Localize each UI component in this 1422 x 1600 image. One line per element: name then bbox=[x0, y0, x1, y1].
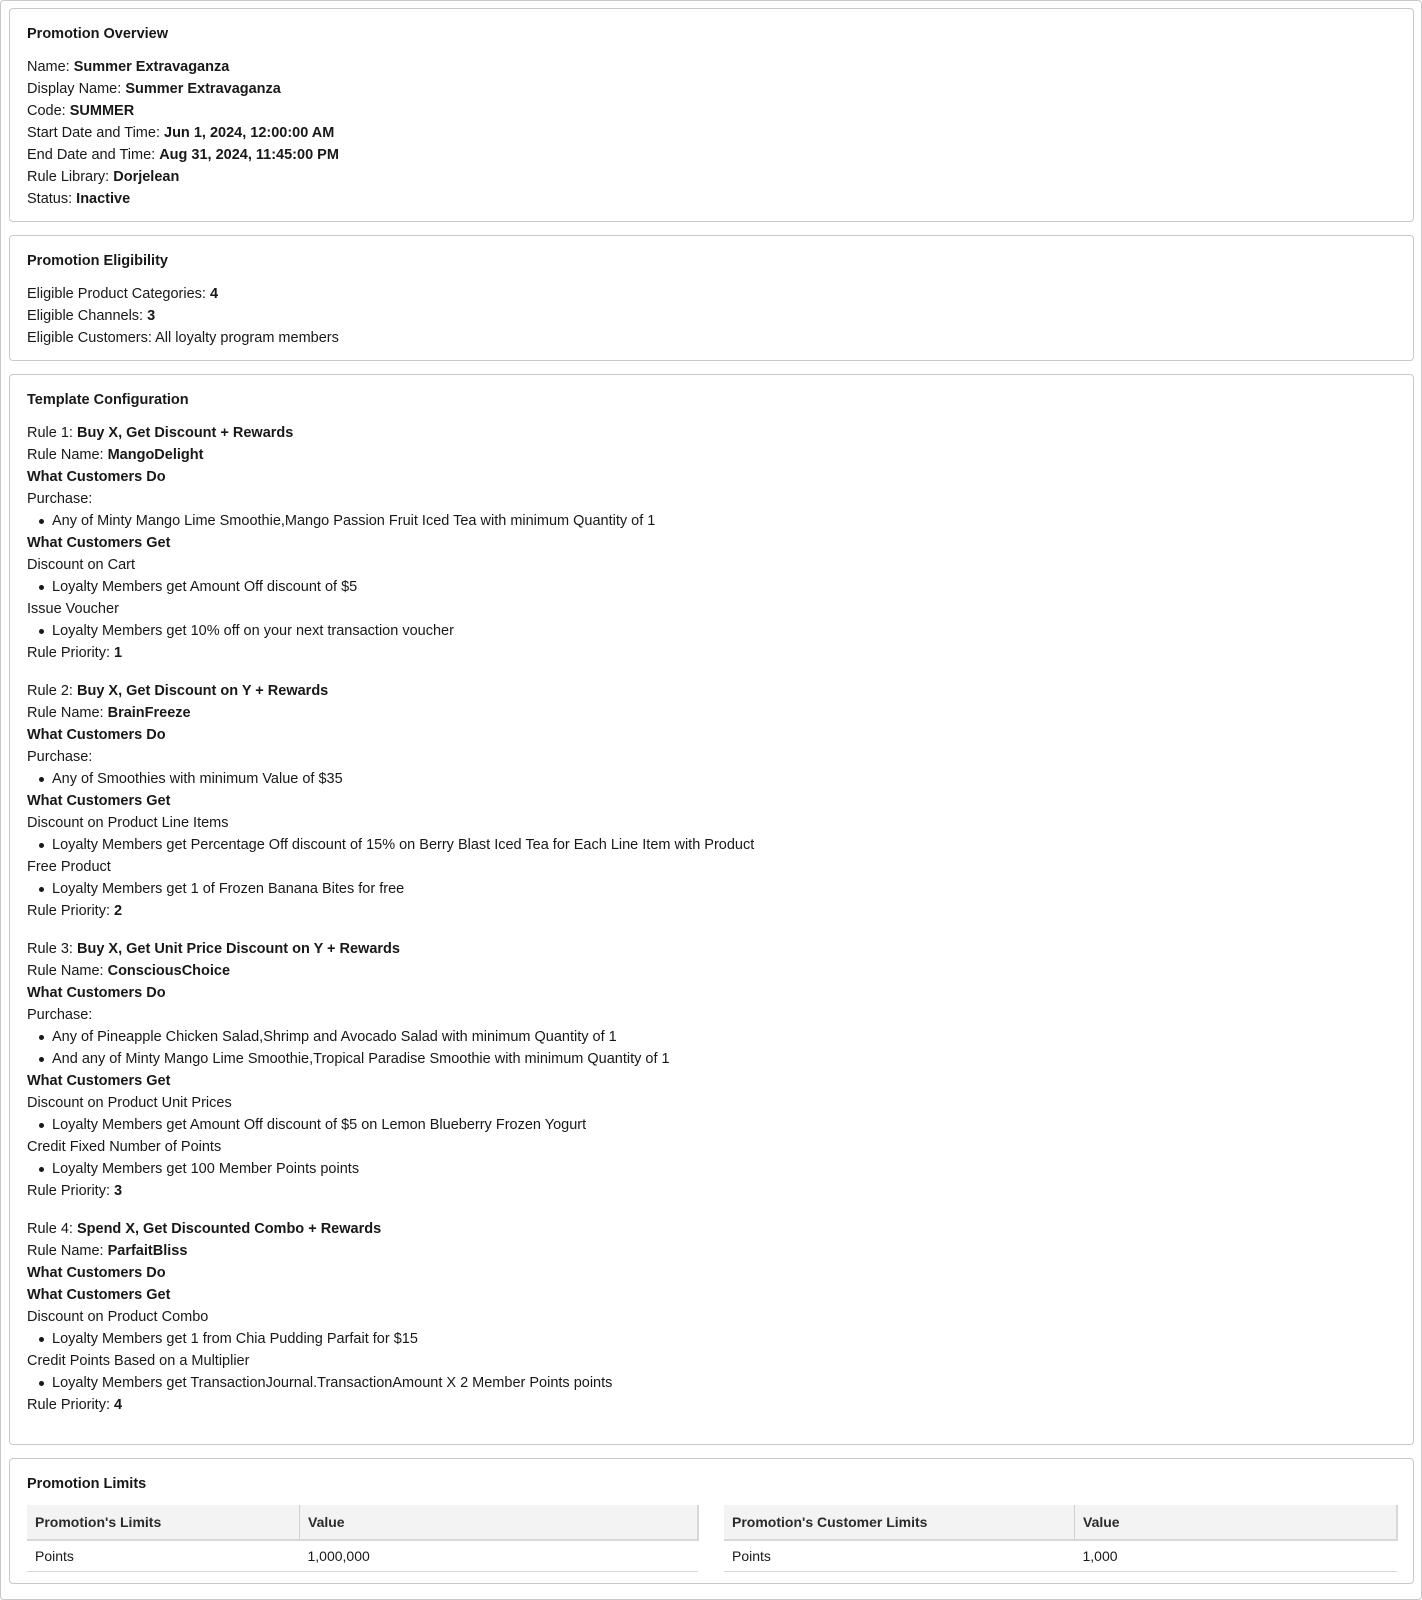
section-title: Template Configuration bbox=[27, 392, 189, 408]
what-customers-get-heading: What Customers Get bbox=[27, 793, 171, 809]
promotion-limits-table bbox=[27, 1505, 699, 1572]
list-item: Loyalty Members get Amount Off discount of $5 bbox=[27, 576, 1396, 598]
what-customers-get-heading: What Customers Get bbox=[27, 1287, 171, 1303]
rule-priority-label: Rule Priority: bbox=[27, 903, 115, 919]
list-item: Loyalty Members get Percentage Off discount of 15% on Berry Blast Iced Tea for Each Line Item with Product bbox=[27, 834, 1396, 856]
overview-field bbox=[27, 78, 1396, 100]
what-customers-do-heading: What Customers Do bbox=[27, 985, 166, 1001]
column-header: Promotion's Customer Limits bbox=[724, 1505, 1075, 1540]
rule-label: Rule 1: bbox=[27, 425, 77, 441]
list-item: Loyalty Members get Amount Off discount of $5 on Lemon Blueberry Frozen Yogurt bbox=[27, 1114, 1396, 1136]
overview-field bbox=[27, 144, 1396, 166]
rule-block bbox=[27, 938, 1396, 1202]
overview-field bbox=[27, 56, 1396, 78]
rule-priority-label: Rule Priority: bbox=[27, 645, 115, 661]
reward-title: Credit Fixed Number of Points bbox=[27, 1139, 222, 1155]
list-item: Loyalty Members get TransactionJournal.TransactionAmount X 2 Member Points points bbox=[27, 1372, 1396, 1394]
rule-name bbox=[27, 960, 1396, 982]
field-label: Eligible Customers: bbox=[27, 330, 156, 346]
promotion-limits-card bbox=[9, 1458, 1414, 1584]
rule-priority bbox=[27, 642, 1396, 664]
reward-list bbox=[27, 1372, 1396, 1394]
field-value: Summer Extravaganza bbox=[125, 81, 281, 97]
rule-block bbox=[27, 680, 1396, 922]
table-cell: 1,000,000 bbox=[300, 1540, 699, 1572]
field-label: Status: bbox=[27, 191, 77, 207]
reward-title: Discount on Product Unit Prices bbox=[27, 1095, 232, 1111]
reward-list bbox=[27, 576, 1396, 598]
field-value: 4 bbox=[209, 286, 219, 302]
table-row bbox=[27, 1540, 698, 1572]
overview-field bbox=[27, 188, 1396, 210]
list-item: Loyalty Members get 10% off on your next transaction voucher bbox=[27, 620, 1396, 642]
template-configuration-card bbox=[9, 374, 1414, 1445]
eligible-channels bbox=[27, 305, 1396, 327]
field-label: Name: bbox=[27, 59, 74, 75]
table-row bbox=[724, 1540, 1397, 1572]
field-value: All loyalty program members bbox=[155, 330, 339, 346]
field-label: Eligible Channels: bbox=[27, 308, 148, 324]
field-value: 3 bbox=[147, 308, 156, 324]
rule-name-value: BrainFreeze bbox=[107, 705, 191, 721]
table-cell: Points bbox=[27, 1540, 300, 1572]
reward-title: Discount on Product Combo bbox=[27, 1309, 209, 1325]
rule-name-value: ConsciousChoice bbox=[107, 963, 231, 979]
rule-priority-value: 1 bbox=[114, 645, 123, 661]
field-label: End Date and Time: bbox=[27, 147, 160, 163]
section-title: Promotion Eligibility bbox=[27, 253, 168, 269]
reward-title: Discount on Cart bbox=[27, 557, 135, 573]
overview-field bbox=[27, 122, 1396, 144]
field-label: Display Name: bbox=[27, 81, 126, 97]
purchase-label: Purchase: bbox=[27, 1007, 93, 1023]
rule-priority bbox=[27, 900, 1396, 922]
rule-priority bbox=[27, 1180, 1396, 1202]
list-item: Loyalty Members get 100 Member Points points bbox=[27, 1158, 1396, 1180]
field-value: Aug 31, 2024, 11:45:00 PM bbox=[159, 147, 339, 163]
rule-label: Rule 2: bbox=[27, 683, 77, 699]
what-customers-do-heading: What Customers Do bbox=[27, 727, 166, 743]
rule-block bbox=[27, 422, 1396, 664]
reward-title: Issue Voucher bbox=[27, 601, 119, 617]
rule-heading bbox=[27, 938, 1396, 960]
rule-heading bbox=[27, 1218, 1396, 1240]
eligible-customers bbox=[27, 327, 1396, 349]
column-header: Promotion's Limits bbox=[27, 1505, 300, 1540]
list-item: Loyalty Members get 1 from Chia Pudding Parfait for $15 bbox=[27, 1328, 1396, 1350]
list-item: Any of Minty Mango Lime Smoothie,Mango Passion Fruit Iced Tea with minimum Quantity of 1 bbox=[27, 510, 1396, 532]
what-customers-get-heading: What Customers Get bbox=[27, 1073, 171, 1089]
rule-name-label: Rule Name: bbox=[27, 705, 108, 721]
field-value: Inactive bbox=[76, 191, 131, 207]
rule-type: Spend X, Get Discounted Combo + Rewards bbox=[76, 1221, 382, 1237]
rule-type: Buy X, Get Unit Price Discount on Y + Rewards bbox=[76, 941, 400, 957]
field-label: Start Date and Time: bbox=[27, 125, 165, 141]
list-item: And any of Minty Mango Lime Smoothie,Tropical Paradise Smoothie with minimum Quantity of 1 bbox=[27, 1048, 1396, 1070]
purchase-label: Purchase: bbox=[27, 491, 93, 507]
rule-name-label: Rule Name: bbox=[27, 963, 108, 979]
promotion-overview-card bbox=[9, 8, 1414, 222]
rule-heading bbox=[27, 680, 1396, 702]
reward-title: Credit Points Based on a Multiplier bbox=[27, 1353, 250, 1369]
what-customers-get-heading: What Customers Get bbox=[27, 535, 171, 551]
rule-name bbox=[27, 444, 1396, 466]
reward-list bbox=[27, 620, 1396, 642]
rule-label: Rule 3: bbox=[27, 941, 77, 957]
rule-name-label: Rule Name: bbox=[27, 447, 108, 463]
purchase-list bbox=[27, 768, 1396, 790]
field-label: Eligible Product Categories: bbox=[27, 286, 210, 302]
field-value: Summer Extravaganza bbox=[73, 59, 230, 75]
eligible-categories bbox=[27, 283, 1396, 305]
rule-priority-label: Rule Priority: bbox=[27, 1397, 115, 1413]
reward-list bbox=[27, 1328, 1396, 1350]
rule-priority-label: Rule Priority: bbox=[27, 1183, 115, 1199]
rule-block bbox=[27, 1218, 1396, 1416]
field-value: SUMMER bbox=[69, 103, 135, 119]
field-label: Code: bbox=[27, 103, 70, 119]
section-title: Promotion Limits bbox=[27, 1476, 147, 1492]
reward-list bbox=[27, 1114, 1396, 1136]
rule-priority bbox=[27, 1394, 1396, 1416]
reward-list bbox=[27, 834, 1396, 856]
rule-name-value: ParfaitBliss bbox=[107, 1243, 188, 1259]
list-item: Any of Smoothies with minimum Value of $35 bbox=[27, 768, 1396, 790]
rule-type: Buy X, Get Discount + Rewards bbox=[76, 425, 294, 441]
promotion-eligibility-card bbox=[9, 235, 1414, 361]
rule-priority-value: 2 bbox=[114, 903, 123, 919]
rule-name-label: Rule Name: bbox=[27, 1243, 108, 1259]
rule-name bbox=[27, 1240, 1396, 1262]
what-customers-do-heading: What Customers Do bbox=[27, 469, 166, 485]
rule-name bbox=[27, 702, 1396, 724]
purchase-list bbox=[27, 510, 1396, 532]
rule-priority-value: 3 bbox=[114, 1183, 123, 1199]
reward-title: Free Product bbox=[27, 859, 111, 875]
overview-field bbox=[27, 100, 1396, 122]
column-header: Value bbox=[300, 1505, 699, 1540]
table-cell: 1,000 bbox=[1075, 1540, 1398, 1572]
reward-list bbox=[27, 1158, 1396, 1180]
field-value: Jun 1, 2024, 12:00:00 AM bbox=[164, 125, 335, 141]
rule-heading bbox=[27, 422, 1396, 444]
rule-name-value: MangoDelight bbox=[107, 447, 204, 463]
rule-label: Rule 4: bbox=[27, 1221, 77, 1237]
list-item: Loyalty Members get 1 of Frozen Banana Bites for free bbox=[27, 878, 1396, 900]
rule-priority-value: 4 bbox=[114, 1397, 123, 1413]
column-header: Value bbox=[1075, 1505, 1398, 1540]
table-cell: Points bbox=[724, 1540, 1075, 1572]
section-title: Promotion Overview bbox=[27, 26, 169, 42]
field-label: Rule Library: bbox=[27, 169, 114, 185]
what-customers-do-heading: What Customers Do bbox=[27, 1265, 166, 1281]
overview-field bbox=[27, 166, 1396, 188]
reward-list bbox=[27, 878, 1396, 900]
list-item: Any of Pineapple Chicken Salad,Shrimp and Avocado Salad with minimum Quantity of 1 bbox=[27, 1026, 1396, 1048]
customer-limits-table bbox=[724, 1505, 1398, 1572]
purchase-list bbox=[27, 1026, 1396, 1070]
reward-title: Discount on Product Line Items bbox=[27, 815, 229, 831]
rule-type: Buy X, Get Discount on Y + Rewards bbox=[76, 683, 329, 699]
field-value: Dorjelean bbox=[113, 169, 180, 185]
purchase-label: Purchase: bbox=[27, 749, 93, 765]
